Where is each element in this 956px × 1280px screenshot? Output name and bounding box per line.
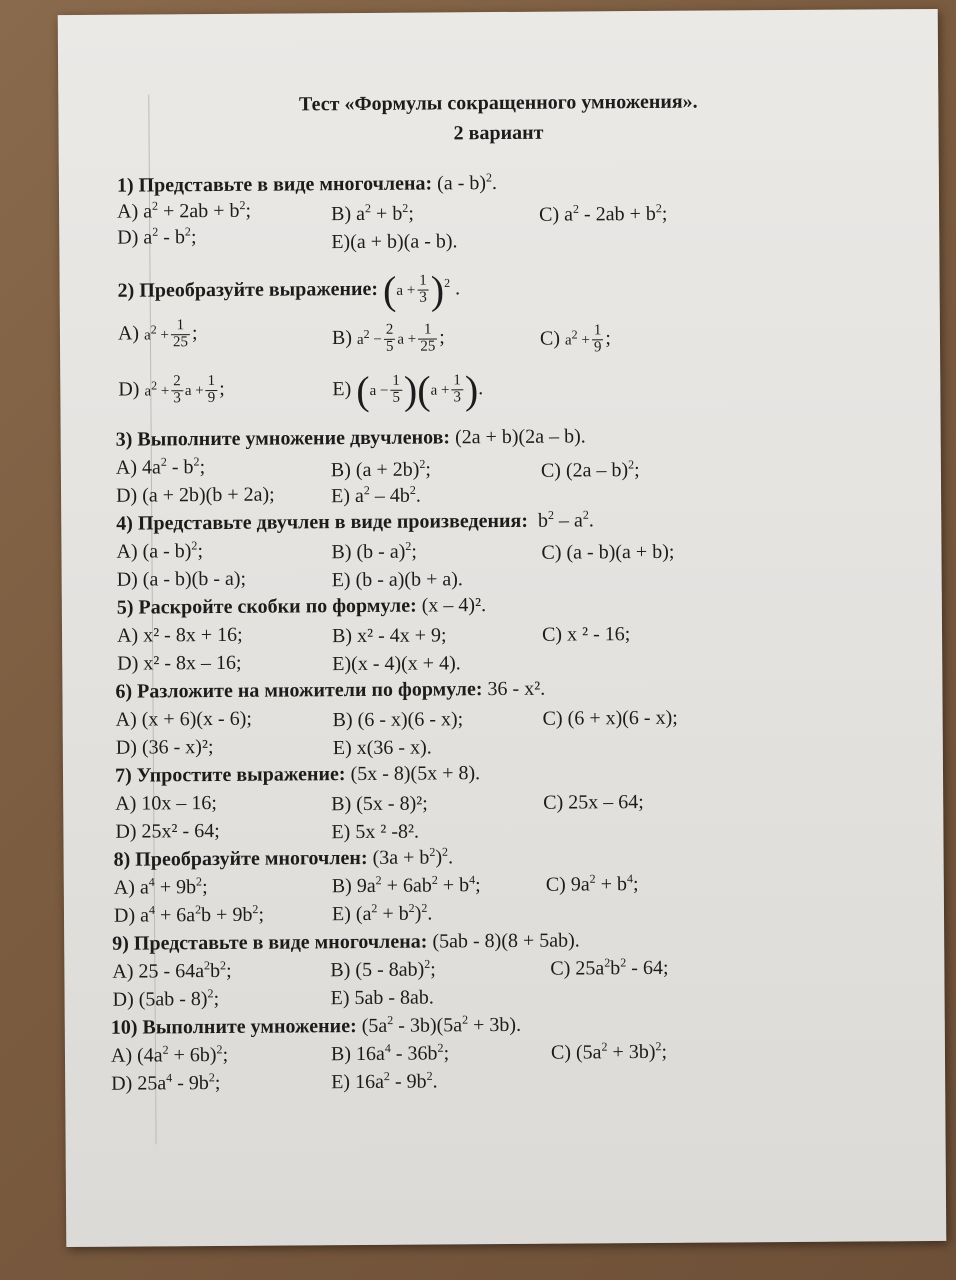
q4-b-prefix: B) (b - a)	[331, 540, 406, 564]
q6-option-b: B) (6 - x)(6 - x);	[332, 708, 464, 732]
q9-b-prefix: B) (5 - 8ab)	[330, 958, 425, 982]
question-7	[115, 762, 480, 788]
q1-option-e: E)(a + b)(a - b).	[331, 230, 458, 254]
question-7-expr: (5x - 8)(5x + 8).	[350, 762, 481, 786]
q5-option-a: A) x² - 8x + 16;	[116, 623, 243, 647]
q6-option-d: D) (36 - x)²;	[115, 736, 214, 759]
q9-option-a: A) $25 - 64a^2b^2$;	[112, 958, 232, 983]
q10-option-d: D) $25a^4 - 9b^2$;	[111, 1070, 221, 1095]
q3-option-a: A) $4a^2 - b^2$;	[115, 454, 206, 479]
q10-option-a: A) $(4a^2 + 6b)^2$;	[110, 1042, 229, 1067]
q7-option-d: D) 25x² - 64;	[115, 819, 220, 843]
q9-option-e: E) 5ab - 8ab.	[330, 986, 434, 1010]
q3-option-c: C) (2a – b)$^2$;	[540, 457, 640, 482]
variant-label: 2 вариант	[453, 121, 544, 145]
question-4: 4) Представьте двучлен в виде произведения: $b^2 - a^2$.	[116, 507, 594, 535]
q9-a-prefix: A) 25 - 64a	[112, 960, 205, 983]
q3-option-e: E) $a^2 - 4b^2$.	[330, 482, 421, 508]
q1-option-a: A) $a^2 + 2ab + b^2$;	[117, 198, 252, 223]
question-6	[115, 678, 545, 704]
question-1: 1) Представьте в виде многочлена: (a - b)$^2$.	[116, 170, 498, 197]
q6-option-c: C) (6 + x)(6 - x);	[542, 706, 678, 730]
q9-c-prefix: C) 25a	[550, 957, 605, 980]
q4-option-c: C) (a - b)(a + b);	[541, 540, 675, 564]
question-2: 2) Преобразуйте выражение: (a + $\frac{1}{3}$ )$^2$ .	[117, 267, 461, 313]
q7-option-c: C) 25x – 64;	[543, 791, 644, 814]
q5-option-c: C) x ² - 16;	[541, 623, 631, 646]
paper-sheet	[58, 9, 947, 1247]
question-3-expr: (2a + b)(2a – b).	[454, 425, 586, 449]
q1-option-d: D) $a^2 - b^2$;	[117, 224, 197, 249]
question-5-expr: (x – 4)².	[421, 594, 487, 617]
q1-c-prefix: C) a	[539, 203, 574, 226]
q2-option-a: A) $a^2$ + $\frac{1}{25}$ ;	[117, 317, 198, 351]
q3-a-prefix: A) 4a	[115, 456, 161, 479]
q10-option-e: E) $16a^2 - 9b^2$.	[331, 1068, 438, 1094]
q3-b-prefix: B) (a + 2b)	[330, 458, 420, 482]
q7-option-b: B) (5x - 8)²;	[331, 792, 428, 816]
q4-option-e: E) (b - a)(b + a).	[331, 568, 463, 592]
q7-option-a: A) 10x – 16;	[115, 791, 217, 815]
q2-option-b: B) $a^2$ − $\frac{2}{5}$ a + $\frac{1}{25}$ ;	[331, 321, 445, 355]
q2-option-e: E) (a − $\frac{1}{5}$ )(a + $\frac{1}{3}$ ).	[332, 367, 484, 414]
q3-option-b: B) $(a + 2b)^2$;	[330, 456, 432, 482]
q3-e-prefix: E) a	[330, 484, 364, 508]
q4-a-prefix: A) (a - b)	[116, 540, 192, 563]
test-title: Тест «Формулы сокращенного умножения».	[298, 90, 698, 116]
question-3	[116, 425, 586, 451]
question-1-exp: 2	[485, 170, 492, 185]
question-6-text: 6) Разложите на множители по формуле:	[115, 678, 483, 703]
q6-option-a: A) (x + 6)(x - 6);	[115, 707, 252, 731]
question-8-text: 8) Преобразуйте многочлен:	[113, 846, 368, 871]
q5-option-d: D) x² - 8x – 16;	[117, 651, 242, 675]
q5-option-e: E)(x - 4)(x + 4).	[332, 652, 461, 676]
q3-c-prefix: C) (2a – b)	[540, 459, 629, 482]
q2-option-c: C) $a^2$ + $\frac{1}{9}$ ;	[539, 322, 612, 356]
question-3-text: 3) Выполните умножение двучленов:	[115, 426, 451, 451]
q8-option-d: D) $a^4 + 6a^2b + 9b^2$;	[113, 902, 265, 927]
q3-option-d: D) (a + 2b)(b + 2a);	[115, 483, 275, 507]
q6-option-e: E) x(36 - x).	[332, 736, 432, 760]
question-9	[112, 929, 580, 955]
question-10-text: 10) Выполните умножение:	[110, 1015, 357, 1039]
q8-option-b: B) $9a^2 + 6ab^2 + b^4$;	[331, 872, 481, 898]
question-9-expr: (5ab - 8)(8 + 5ab).	[432, 929, 580, 953]
q1-b-prefix: B) a	[331, 202, 366, 226]
q10-option-c: C) $(5a^2 + 3b)^2$;	[550, 1039, 668, 1064]
q2-option-d: D) $a^2$ + $\frac{2}{3}$ a + $\frac{1}{9}$ ;	[118, 372, 225, 407]
q9-option-b: B) (5 - 8ab)$^2$;	[330, 956, 436, 982]
q7-option-e: E) 5x ² -8².	[331, 820, 420, 844]
q4-option-d: D) (a - b)(b - a);	[116, 567, 247, 591]
q9-d-prefix: D) (5ab - 8)	[112, 988, 208, 1011]
question-5-text: 5) Раскройте скобки по формуле:	[116, 594, 417, 619]
q5-option-b: B) x² - 4x + 9;	[331, 624, 447, 648]
q1-option-c: C) $a^2 - 2ab + b^2$;	[539, 201, 668, 226]
question-2-text: 2) Преобразуйте выражение:	[117, 277, 379, 302]
question-4-text: 4) Представьте двучлен в виде произведения:	[116, 509, 529, 535]
q1-d-prefix: D) a	[117, 226, 153, 249]
question-1-text: 1) Представьте в виде многочлена:	[116, 172, 433, 197]
q8-option-a: A) $a^4 + 9b^2$;	[113, 874, 208, 899]
q8-option-e: E) $(a^2 + b^2)^2$.	[331, 900, 433, 926]
q4-option-a: A) (a - b)$^2$;	[116, 538, 204, 563]
q9-option-d: D) (5ab - 8)$^2$;	[112, 986, 220, 1011]
q9-option-c: C) $25a^2b^2 - 64$;	[550, 955, 669, 980]
question-1-expr: (a - b)	[437, 172, 487, 195]
question-9-text: 9) Представьте в виде многочлена:	[112, 930, 428, 955]
q4-option-b: B) (b - a)$^2$;	[331, 538, 417, 564]
question-8: 8) Преобразуйте многочлен: $(3a + b^2)^2$.	[113, 844, 454, 871]
q1-option-b: B) $a^2 + b^2$;	[331, 200, 414, 226]
q10-option-b: B) $16a^4 - 36b^2$;	[330, 1040, 450, 1066]
q8-option-c: C) $9a^2 + b^4$;	[545, 871, 639, 896]
q1-a-prefix: A) a	[117, 200, 153, 223]
question-7-text: 7) Упростите выражение:	[114, 763, 346, 787]
question-10: 10) Выполните умножение: $(5a^2 - 3b)(5a^2 + 3b)$.	[110, 1012, 522, 1039]
question-6-expr: 36 - x².	[487, 677, 546, 701]
question-5	[117, 594, 486, 620]
